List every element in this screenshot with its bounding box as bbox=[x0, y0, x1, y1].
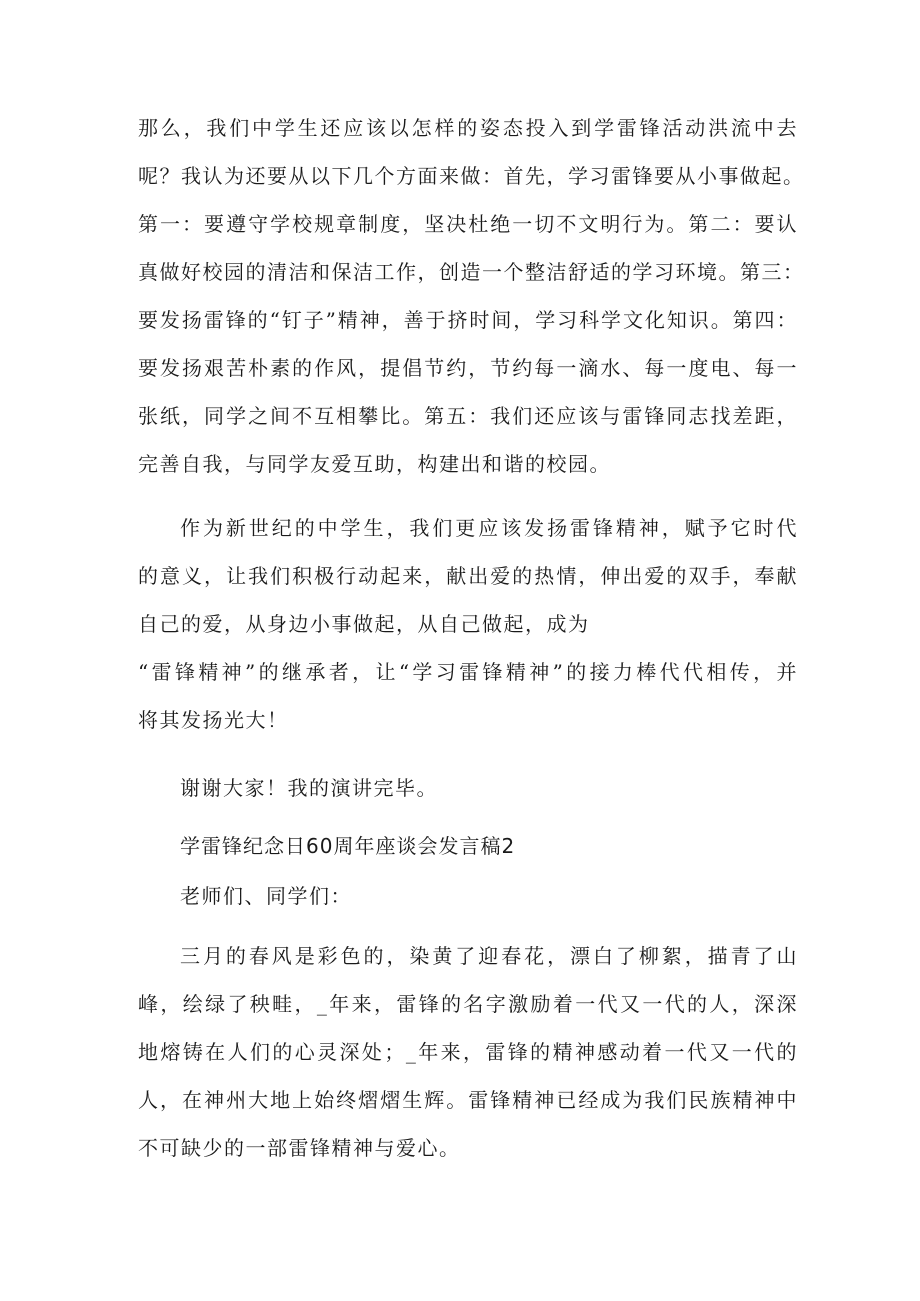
body-paragraph-3 bbox=[138, 932, 798, 1172]
paragraph-line: 三月的春风是彩色的，染黄了迎春花，漂白了柳絮，描青了山 bbox=[180, 944, 798, 968]
paragraph-line: 张纸，同学之间不互相攀比。第五：我们还应该与雷锋同志找差距， bbox=[138, 404, 798, 428]
paragraph-line: 完善自我，与同学友爱互助，构建出和谐的校园。 bbox=[138, 452, 611, 476]
paragraph-line: 要发扬艰苦朴素的作风，提倡节约，节约每一滴水、每一度电、每一 bbox=[138, 356, 798, 380]
paragraph-line: 峰，绘绿了秧畦，_年来，雷锋的名字激励着一代又一代的人，深深 bbox=[138, 992, 798, 1016]
paragraph-line: 作为新世纪的中学生，我们更应该发扬雷锋精神，赋予它时代 bbox=[180, 516, 798, 540]
paragraph-line: 的意义，让我们积极行动起来，献出爱的热情，伸出爱的双手，奉献 bbox=[138, 564, 798, 588]
paragraph-line: 那么，我们中学生还应该以怎样的姿态投入到学雷锋活动洪流中去 bbox=[138, 116, 798, 140]
paragraph-line: 不可缺少的一部雷锋精神与爱心。 bbox=[138, 1136, 461, 1160]
section-heading: 学雷锋纪念日60周年座谈会发言稿2 bbox=[180, 834, 516, 858]
body-paragraph-1 bbox=[138, 104, 805, 488]
salutation-line: 老师们、同学们： bbox=[180, 884, 352, 908]
paragraph-line: 第一：要遵守学校规章制度，坚决杜绝一切不文明行为。第二：要认 bbox=[138, 212, 798, 236]
paragraph-line: 人，在神州大地上始终熠熠生辉。雷锋精神已经成为我们民族精神中 bbox=[138, 1088, 798, 1112]
paragraph-line: 真做好校园的清洁和保洁工作，创造一个整洁舒适的学习环境。第三： bbox=[138, 260, 805, 284]
closing-line: 谢谢大家！我的演讲完毕。 bbox=[180, 776, 438, 800]
paragraph-line: 地熔铸在人们的心灵深处；_年来，雷锋的精神感动着一代又一代的 bbox=[138, 1040, 798, 1064]
paragraph-line: 呢？我认为还要从以下几个方面来做：首先，学习雷锋要从小事做起。 bbox=[138, 164, 805, 188]
paragraph-line: 要发扬雷锋的“钉子”精神，善于挤时间，学习科学文化知识。第四： bbox=[138, 308, 798, 332]
paragraph-line: “雷锋精神”的继承者，让“学习雷锋精神”的接力棒代代相传，并 bbox=[138, 660, 798, 684]
paragraph-line: 自己的爱，从身边小事做起，从自己做起，成为 bbox=[138, 612, 590, 636]
body-paragraph-2 bbox=[138, 504, 798, 744]
paragraph-line: 将其发扬光大！ bbox=[138, 708, 289, 732]
